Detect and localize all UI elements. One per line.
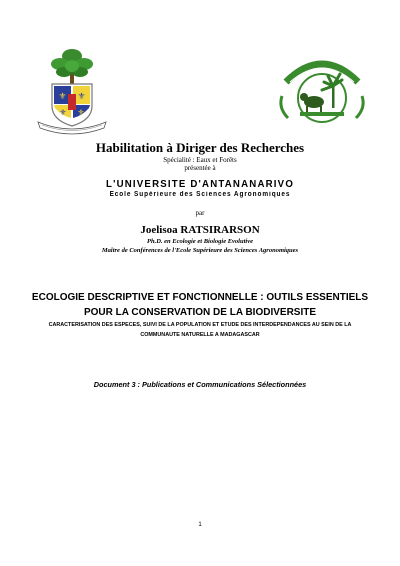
author-name: Joelisoa RATSIRARSON [140,224,260,236]
thesis-title-line-1: ECOLOGIE DESCRIPTIVE ET FONCTIONNELLE : OUTILS ESSENTIELS [31,292,369,303]
thesis-title-line-2: POUR LA CONSERVATION DE LA BIODIVERSITE [83,307,317,318]
habilitation-title: Habilitation à Diriger des Recherches [95,140,305,155]
presented-to-line: présentée à [184,164,216,172]
thesis-subtitle [0,320,400,340]
university-name: L'UNIVERSITE D'ANTANANARIVO [105,178,295,190]
author-degree: Ph.D. en Ecologie et Biologie Evolutive [147,238,253,245]
svg-text:⚜: ⚜ [59,108,67,117]
by-line: par [195,209,205,217]
thesis-title [0,290,400,320]
speciality-line: Spécialité : Eaux et Forêts [163,156,237,164]
svg-text:⚜: ⚜ [77,108,85,117]
school-name: Ecole Supérieure des Sciences Agronomiques [109,191,291,198]
page-number: 1 [198,522,202,528]
university-coat-of-arms-logo [34,44,110,136]
document-label: Document 3 : Publications et Communications Sélectionnées [93,380,307,389]
school-emblem-logo [276,52,368,128]
author-position: Maître de Conférences de l'Ecole Supérieure des Sciences Agronomiques [101,247,299,254]
svg-text:⚜: ⚜ [58,92,67,102]
tree-icon [51,49,93,86]
thesis-subtitle-line-2: COMMUNAUTE NATURELLE A MADAGASCAR [140,332,260,338]
thesis-subtitle-line-1: CARACTERISATION DES ESPECES, SUIVI DE LA POPULATION ET ETUDE DES INTERDEPENDANCES AU SEIN DE LA [48,322,352,328]
svg-text:⚜: ⚜ [77,92,86,102]
